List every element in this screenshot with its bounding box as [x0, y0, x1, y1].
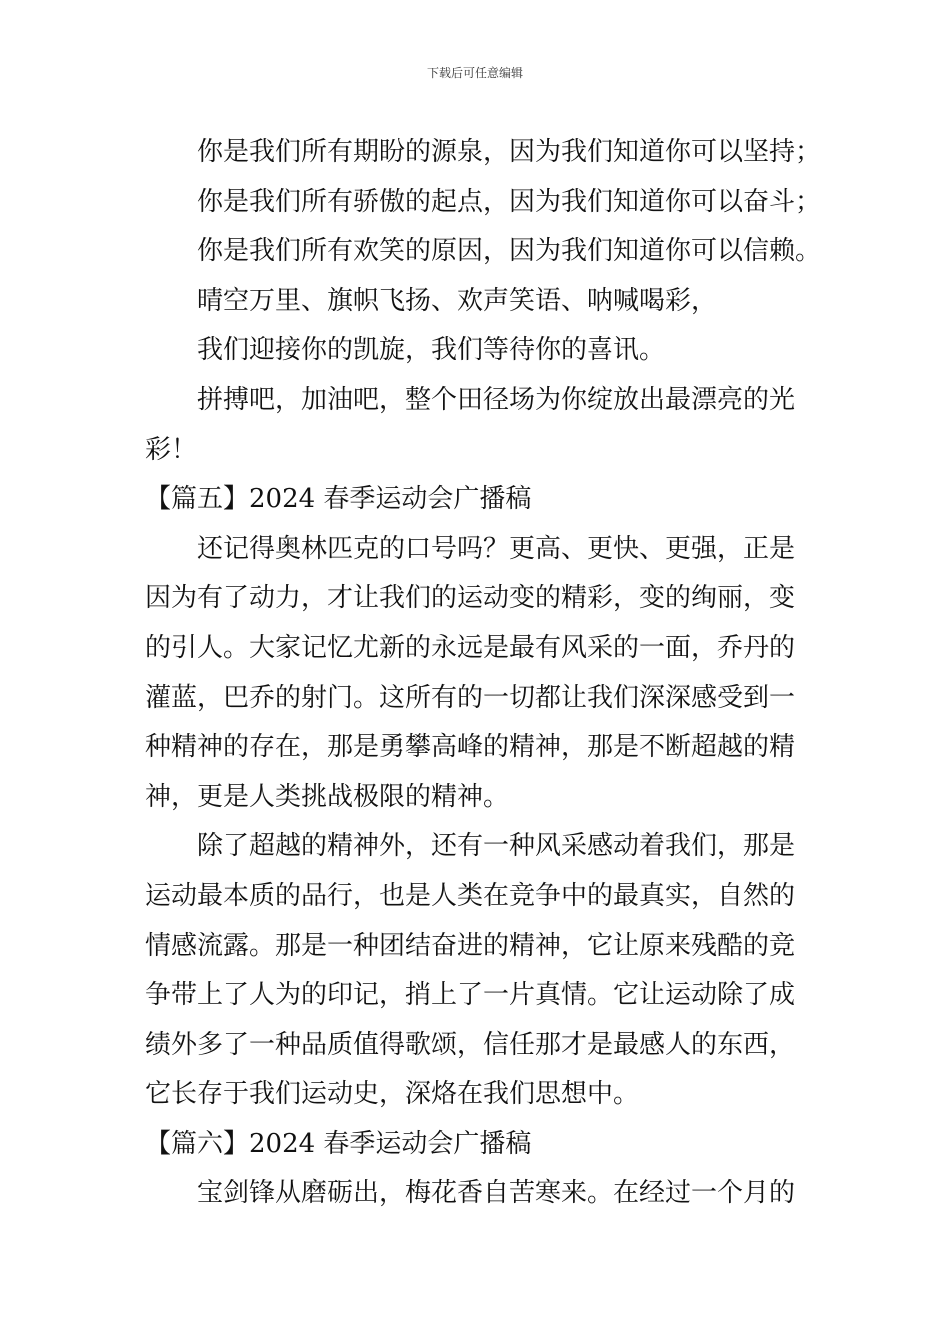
page-header-note: 下载后可任意编辑: [426, 66, 523, 80]
text-line: 除了超越的精神外，还有一种风采感动着我们，那是: [197, 831, 796, 862]
section-heading: 【篇六】2024 春季运动会广播稿: [145, 1128, 532, 1159]
text-line: 争带上了人为的印记，捎上了一片真情。它让运动除了成: [145, 980, 796, 1011]
text-line: 你是我们所有欢笑的原因，因为我们知道你可以信赖。: [197, 236, 822, 267]
text-line: 灌蓝，巴乔的射门。这所有的一切都让我们深深感受到一: [145, 682, 796, 713]
text-line: 绩外多了一种品质值得歌颂，信任那才是最感人的东西，: [145, 1029, 796, 1060]
text-line: 彩！: [145, 434, 198, 465]
text-line: 你是我们所有期盼的源泉，因为我们知道你可以坚持；: [197, 137, 822, 167]
text-line: 宝剑锋从磨砺出，梅花香自苦寒来。在经过一个月的: [197, 1178, 796, 1209]
text-line: 运动最本质的品行，也是人类在竞争中的最真实，自然的: [145, 880, 796, 911]
document-body: [145, 128, 822, 1219]
text-line: 情感流露。那是一种团结奋进的精神，它让原来残酷的竞: [145, 930, 796, 961]
text-line: 神，更是人类挑战极限的精神。: [145, 781, 510, 812]
text-line: 种精神的存在，那是勇攀高峰的精神，那是不断超越的精: [145, 732, 796, 763]
text-line: 拼搏吧，加油吧，整个田径场为你绽放出最漂亮的光: [197, 384, 796, 415]
text-line: 的引人。大家记忆尤新的永远是最有风采的一面，乔丹的: [145, 632, 796, 663]
text-line: 还记得奥林匹克的口号吗？更高、更快、更强，正是: [197, 533, 796, 564]
text-line: 我们迎接你的凯旋，我们等待你的喜讯。: [197, 335, 666, 366]
text-line: 因为有了动力，才让我们的运动变的精彩，变的绚丽，变: [145, 583, 796, 614]
text-line: 你是我们所有骄傲的起点，因为我们知道你可以奋斗；: [197, 186, 822, 217]
section-heading: 【篇五】2024 春季运动会广播稿: [145, 484, 532, 515]
text-line: 晴空万里、旗帜飞扬、欢声笑语、呐喊喝彩，: [197, 285, 718, 316]
text-line: 它长存于我们运动史，深烙在我们思想中。: [145, 1079, 640, 1110]
